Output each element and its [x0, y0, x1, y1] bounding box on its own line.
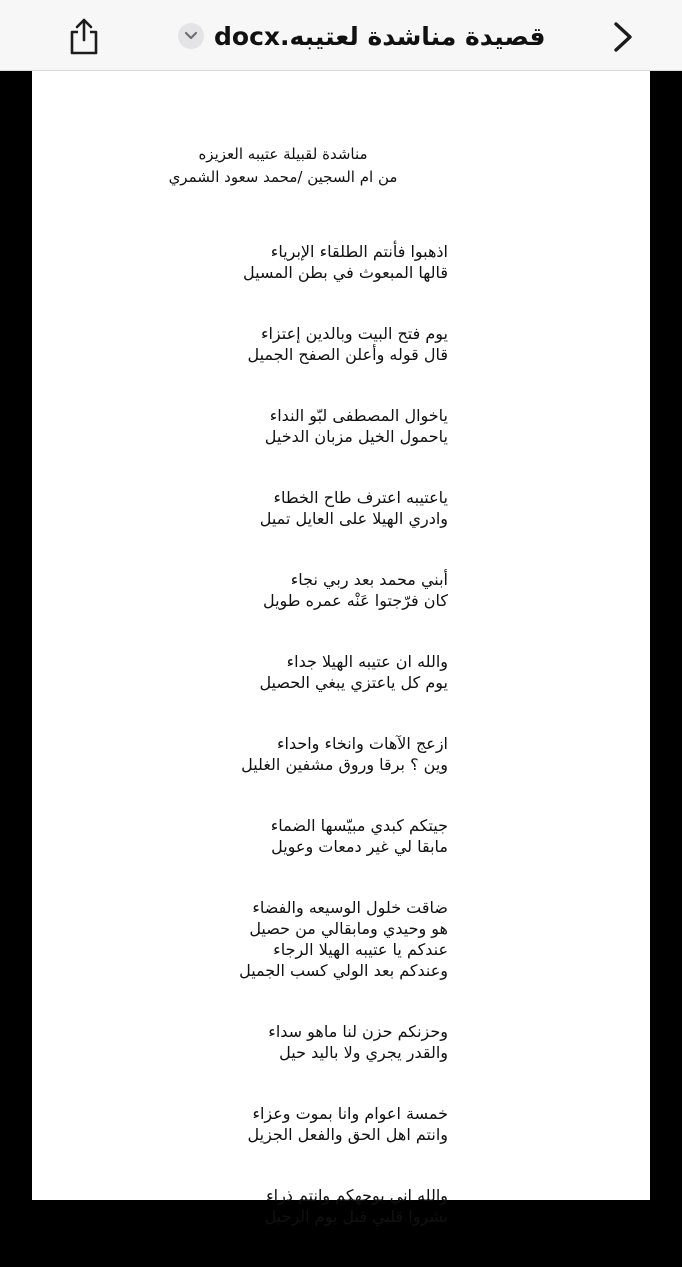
verse-line: خمسة اعوام وانا بموت وعزاء	[252, 1104, 448, 1123]
share-button[interactable]	[66, 16, 102, 56]
stanza	[118, 1103, 448, 1145]
chevron-right-icon	[606, 18, 640, 56]
verse-line: بشروا قلبي قبل يوم الرحيل	[264, 1207, 448, 1226]
poem-body	[118, 241, 448, 1227]
stanza	[118, 651, 448, 693]
verse-line: وحزنكم حزن لنا ماهو سداء	[268, 1022, 448, 1041]
verse-line: وادري الهيلا على العايل تميل	[259, 509, 448, 528]
verse-line: والله اني بوجهكم وانتم ذراء	[266, 1186, 448, 1205]
verse-line: وعندكم بعد الولي كسب الجميل	[239, 961, 448, 980]
verse-line: أبني محمد بعد ربي نجاء	[290, 570, 448, 589]
verse-line: وانتم اهل الحق والفعل الجزيل	[247, 1125, 448, 1144]
top-toolbar	[0, 0, 682, 71]
document-header	[118, 143, 448, 189]
verse-line: ياخوال المصطفى لبّو النداء	[269, 406, 448, 425]
verse-line: والله ان عتيبه الهيلا جداء	[286, 652, 448, 671]
back-button[interactable]	[606, 18, 640, 56]
chevron-down-icon	[184, 31, 198, 41]
verse-line: مابقا لي غير دمعات وعويل	[271, 837, 448, 856]
stanza	[118, 733, 448, 775]
stanza	[118, 241, 448, 283]
document-title: قصيدة مناشدة لعتيبه.docx	[214, 21, 546, 51]
verse-line: قالها المبعوث في بطن المسيل	[243, 263, 448, 282]
stanza	[118, 405, 448, 447]
document-content	[118, 143, 448, 1267]
document-title-group[interactable]	[178, 16, 545, 56]
stanza	[118, 1185, 448, 1227]
verse-line: ازعج الآهات وانخاء واحداء	[276, 734, 448, 753]
header-line: من ام السجين /محمد سعود الشمري	[168, 168, 398, 186]
verse-line: كان فرّجتوا عَنْه عمره طويل	[262, 591, 448, 610]
verse-line: جيتكم كبدي مبيّسها الضماء	[270, 816, 448, 835]
verse-line: يوم فتح البيت وبالدين إعتزاء	[260, 324, 448, 343]
stanza	[118, 569, 448, 611]
stanza	[118, 487, 448, 529]
verse-line: عندكم يا عتيبه الهيلا الرجاء	[273, 940, 448, 959]
verse-line: ضاقت خلول الوسيعه والفضاء	[252, 898, 448, 917]
share-icon	[66, 16, 102, 56]
stanza	[118, 897, 448, 981]
document-page	[32, 71, 650, 1226]
stanza	[118, 815, 448, 857]
verse-line: وين ؟ برقا وروق مشفين الغليل	[241, 755, 448, 774]
stanza	[118, 323, 448, 365]
verse-line: هو وحيدي ومابقالي من حصيل	[249, 919, 448, 938]
header-line: مناشدة لقبيلة عتيبه العزيزه	[198, 145, 368, 163]
verse-line: يوم كل ياعتزي يبغي الحصيل	[259, 673, 448, 692]
title-menu-button[interactable]	[178, 23, 204, 49]
verse-line: والقدر يجري ولا باليد حيل	[279, 1043, 448, 1062]
verse-line: قال قوله وأعلن الصفح الجميل	[247, 345, 448, 364]
verse-line: اذهبوا فأنتم الطلقاء الإبرياء	[270, 242, 448, 261]
verse-line: ياحمول الخيل مزبان الدخيل	[264, 427, 448, 446]
verse-line: ياعتيبه اعترف طاح الخطاء	[273, 488, 448, 507]
stanza	[118, 1021, 448, 1063]
